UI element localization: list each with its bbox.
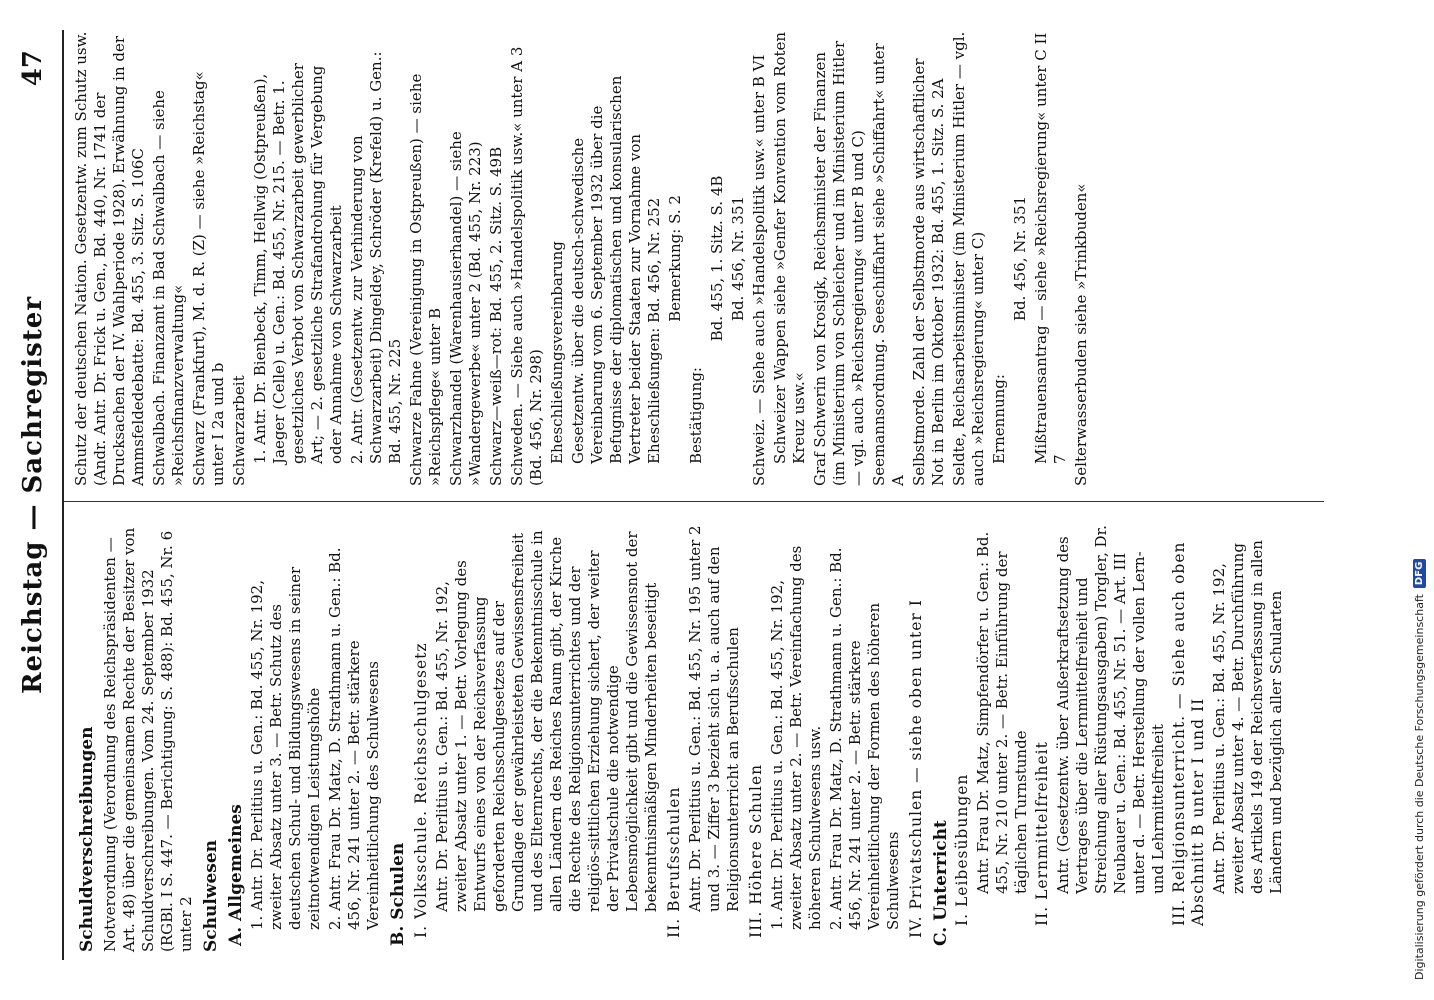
index-entry: Antr. Dr. Perlitius u. Gen.: Bd. 455, Nr. 192, zweiter Absatz unter 4. — Betr. Durchführung des Artikels 149 der Reichsverfassung in allen Ländern und bezüglich aller Schularten (1210, 540, 1285, 894)
index-entry: Selbstmorde. Zahl der Selbstmorde aus wirtschaftlicher Not in Berlin im Oktober 1932: Bd. 455, 1. Sitz. S. 2A (910, 58, 947, 486)
section-heading: III. Höhere Schulen (747, 763, 765, 938)
section-heading: A. Allgemeines (226, 804, 246, 946)
index-entry: 1. Antr. Dr. Bienbeck, Timm, Hellwig (Ostpreußen), Jaeger (Celle) u. Gen.: Bd. 455, Nr. 215. — Betr. 1. gesetzliches Verbot von Schwarzarbeit gewerblicher Art; — 2. gesetzliche Strafandrohung für Vergebung oder Annahme von Schwarzarbeit (251, 63, 345, 464)
credit-text: Digitalisierung gefördert durch die Deutsche Forschungsgemeinschaft (1413, 594, 1426, 980)
index-entry: Schwarz (Frankfurt), M. d. R. (Z) — siehe »Reichstag« unter I 2a und b (190, 71, 227, 486)
dfg-logo: DFG (1413, 559, 1426, 588)
index-entry: Seemannsordnung. Seeschiffahrt siehe »Schiffahrt« unter A (870, 43, 907, 486)
section-heading: II. Berufsschulen (665, 786, 683, 938)
index-entry: Mißtrauensantrag — siehe »Reichsregierung« unter C II 7 (1032, 32, 1069, 464)
section-heading: Schulwesen (201, 839, 221, 952)
column-divider (64, 501, 1324, 502)
page-number: 47 (18, 50, 48, 87)
index-entry: Schweden. — Siehe auch »Handelspolitik usw.« unter A 3 (Bd. 456, Nr. 298) (508, 46, 545, 486)
left-column (72, 522, 1288, 952)
index-entry: Antr. (Gesetzentw. über Außerkraftsetzung des Vertrages über die Lernmittelfreiheit und Streichung aller Rüstungsausgaben) Torgler, Dr. Neubauer u. Gen.: Bd. 455, Nr. 51. — Art. III unter d. — Betr. Herstellung der vollen Lern- und Lehrmittelfreiheit (1054, 525, 1167, 894)
right-column (72, 31, 1093, 486)
section-heading: I. Leibesübungen (953, 773, 971, 926)
header-rule (62, 30, 64, 960)
section-heading: III. Religionsunterricht. — Siehe auch oben Abschnitt B unter I und II (1170, 541, 1207, 926)
index-entry: Graf Schwerin von Krosigk, Reichsminister der Finanzen (im Ministerium von Schleicher und im Ministerium Hitler — vgl. auch »Reichsregierung« unter B und C) (811, 40, 867, 486)
index-entry: Ernennung: (990, 374, 1008, 464)
index-entry: Schwarzhandel (Warenhausierhandel) — siehe »Wandergewerbe« unter 2 (Bd. 455, Nr. 223) (447, 131, 484, 486)
page-title: Reichstag — Sachregister (18, 295, 48, 695)
index-entry: Antr. Dr. Perlitius u. Gen.: Bd. 455, Nr. 192, zweiter Absatz unter 1. — Betr. Vorlegung des Entwurfs eines von der Reichsverfassung geforderten Reichsschulgesetzes auf der Grundlage der gewährleisteten Gewissensfreiheit und des Elternrechts, der die Bekenntnisschule in allen Ländern des Reiches Raum gibt, der Kirche die Rechte des Religionsunterrichtes und der religiös-sittlichen Erziehung sichert, der weiter der Privatschule die notwendige Lebensmöglichkeit gibt und die Gewissensnot der bekenntnismäßigen Minderheiten beseitigt (433, 530, 660, 912)
section-heading: Schuldverschreibungen (77, 726, 97, 952)
index-entry: Bemerkung: S. 2 (666, 195, 684, 322)
index-entry: Schwarzarbeit (230, 375, 248, 486)
digitization-credit (1413, 559, 1426, 980)
index-entry: Eheschließungsvereinbarung (548, 241, 566, 464)
page-header (18, 30, 58, 960)
index-entry: Bd. 456, Nr. 351 (729, 195, 747, 322)
index-entry: 1. Antr. Dr. Perlitius u. Gen.: Bd. 455, Nr. 192, zweiter Absatz unter 3. — Betr. Schutz des deutschen Schul- und Bildungswesens in seiner zeitnotwendigen Leistungshöhe (248, 566, 323, 930)
index-entry: Schutz der deutschen Nation. Gesetzentw. zum Schutz usw. (Andr. Antr. Dr. Frick u. Gen., Bd. 440, Nr. 1741 der Drucksachen der IV. Wahlperiode 1928). Erwähnung in der Ammsfeldedebatte: Bd. 455, 3. Sitz. S. 106C (72, 31, 147, 486)
index-entry: 1. Antr. Dr. Perlitius u. Gen.: Bd. 455, Nr. 192, zweiter Absatz unter 2. — Betr. Vereinfachung des höheren Schulwesens usw. (768, 545, 824, 930)
index-entry: 2. Antr. Frau Dr. Matz, D. Strathmann u. Gen.: Bd. 456, Nr. 241 unter 2. — Betr. stärkere Vereinheitlichung der Formen des höheren Schulwesens (827, 547, 902, 930)
section-heading: II. Lernmittelfreiheit (1033, 741, 1051, 926)
index-entry: Schweiz. — Siehe auch »Handelspolitik usw.« unter B VI (750, 54, 768, 486)
index-entry: Antr. Frau Dr. Matz, Simpfendörfer u. Gen.: Bd. 455, Nr. 210 unter 2. — Betr. Einführung der täglichen Turnstunde (974, 531, 1030, 894)
section-heading: B. Schulen (388, 842, 408, 946)
index-entry: Bd. 455, 1. Sitz. S. 4B (708, 175, 726, 342)
index-entry: Bd. 456, Nr. 351 (1011, 195, 1029, 322)
index-entry: Gesetzentw. über die deutsch-schwedische Vereinbarung vom 6. September 1932 über die Befugnisse der diplomatischen und konsularischen Vertreter beider Staaten zur Vornahme von Eheschließungen: Bd. 456, Nr. 252 (569, 75, 663, 464)
index-entry: Notverordnung (Verordnung des Reichspräsidenten — Art. 48) über die gemeinsamen Rechte der Besitzer von Schuldverschreibungen. Vom 24. September 1932 (RGBl. I S. 447. — Berichtigung: S. 488): Bd. 455, Nr. 6 unter 2 (101, 527, 195, 952)
index-entry: Schwarz—weiß—rot: Bd. 455, 2. Sitz. S. 49B (487, 146, 505, 486)
index-entry: Selterwasserbuden siehe »Trinkbuden« (1072, 183, 1090, 486)
index-entry: 2. Antr. (Gesetzentw. zur Verhinderung von Schwarzarbeit) Dingeldey, Schröder (Krefeld) u. Gen.: Bd. 455, Nr. 225 (348, 51, 404, 464)
index-entry: Seldte, Reichsarbeitsminister (im Ministerium Hitler — vgl. auch »Reichsregierung« unter C) (950, 31, 987, 486)
index-entry: Schwalbach. Finanzamt in Bad Schwalbach — siehe »Reichsfinanzverwaltung« (150, 90, 187, 486)
index-entry: Antr. Dr. Perlitius u. Gen.: Bd. 455, Nr. 195 unter 2 und 3. — Ziffer 3 bezieht sich u. a. auch auf den Religionsunterricht an Berufsschulen (686, 525, 742, 912)
section-heading: I. Volksschule. Reichsschulgesetz (412, 642, 430, 938)
section-heading: IV. Privatschulen — siehe oben unter I (907, 599, 925, 938)
index-entry: Bestätigung: (687, 367, 705, 464)
index-entry: 2. Antr. Frau Dr. Matz, D. Strathmann u. Gen.: Bd. 456, Nr. 241 unter 2. — Betr. stärkere Vereinheitlichung des Schulwesens (326, 547, 382, 930)
index-entry: Schweizer Wappen siehe »Genfer Konvention vom Roten Kreuz usw.« (771, 31, 808, 464)
section-heading: C. Unterricht (931, 820, 951, 946)
index-entry: Schwarze Fahne (Vereinigung in Ostpreußen) — siehe »Reichspflege« unter B (407, 73, 444, 486)
